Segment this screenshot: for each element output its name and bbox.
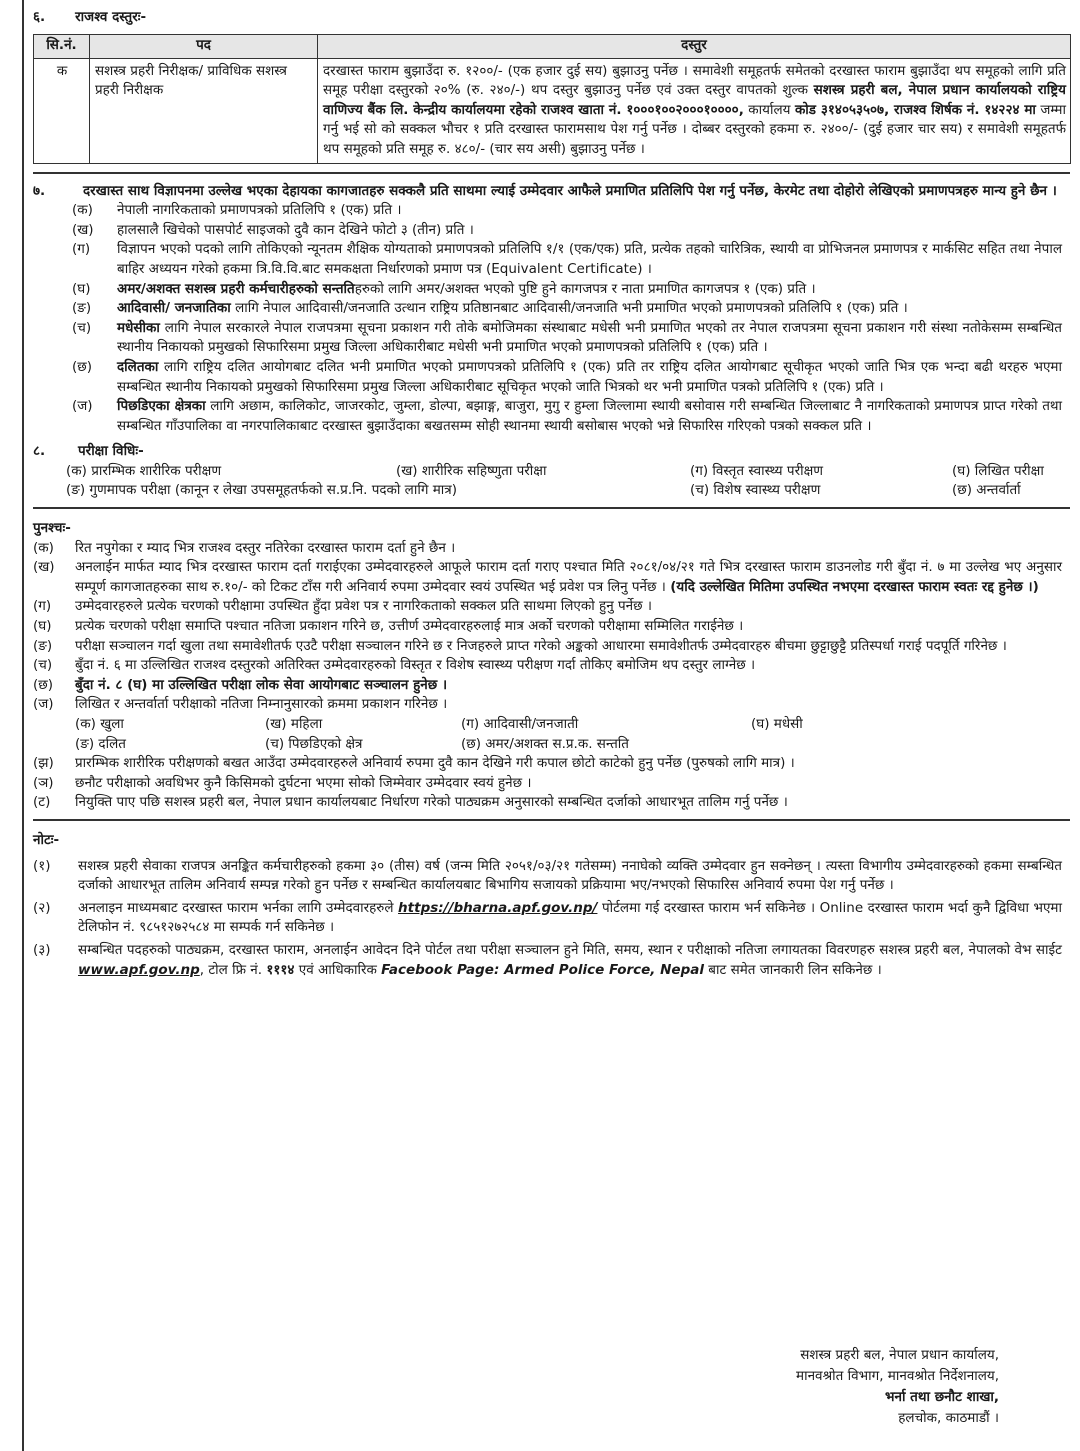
item-rest-text: हालसालै खिचेको पासपोर्ट साइजको दुवै कान देखिने फोटो ३ (तीन) प्रति ।	[117, 221, 474, 238]
item-label: (घ)	[33, 618, 52, 635]
item-plain-text: रित नपुगेका र म्याद भित्र राजश्व दस्तुर नतिरेका दरखास्त फाराम दर्ता हुने छैन ।	[75, 539, 456, 556]
item-label: (छ)	[72, 358, 92, 375]
row-post: सशस्त्र प्रहरी निरीक्षक/ प्राविधिक सशस्त्र प्रहरी निरीक्षक	[90, 58, 318, 163]
item-text	[117, 280, 1066, 300]
list-item	[72, 319, 1066, 358]
list-item	[33, 637, 1066, 657]
section-number: ७.	[33, 182, 46, 199]
notes-list	[33, 857, 1066, 981]
item-bold-text: दलितका	[117, 358, 159, 375]
punascha-list	[33, 539, 1066, 715]
item-text	[75, 656, 1066, 676]
divider	[33, 507, 1070, 509]
item-plain-text: प्रारम्भिक शारीरिक परीक्षणको बखत आउँदा उम्मेदवारहरुले अनिवार्य रुपमा दुवै कान देखिने गरी कपाल छोटो काटेको हुनु पर्नेछ (पुरुषको लागि मात्र) ।	[75, 755, 795, 772]
item-label: (ख)	[33, 559, 55, 576]
list-item	[72, 240, 1066, 279]
item-label: (ज)	[72, 398, 93, 415]
item-text	[75, 617, 1066, 637]
item-bold-text: बुँदा नं. ८ (घ) मा उल्लिखित परीक्षा लोक सेवा आयोगबाट सञ्चालन हुनेछ ।	[75, 676, 448, 693]
exam-method: (ख) शारीरिक सहिष्णुता परीक्षा	[396, 462, 547, 479]
exam-method: (छ) अन्तर्वार्ता	[952, 482, 1021, 499]
note-text	[78, 899, 1066, 938]
section-title: राजश्व दस्तुरः-	[75, 9, 147, 25]
list-item	[33, 793, 1066, 813]
item-label: (ट)	[33, 794, 51, 811]
item-text	[75, 695, 1066, 715]
result-order-item: (छ) अमर/अशक्त स.प्र.क. सन्तति	[461, 735, 629, 752]
item-label: (घ)	[72, 280, 91, 297]
item-text	[75, 539, 1066, 559]
fee-table	[33, 34, 1071, 164]
exam-method: (च) विशेष स्वास्थ्य परीक्षण	[690, 482, 821, 499]
list-item	[33, 539, 1066, 559]
note-text-part: एवं आधिकारिक	[294, 961, 382, 978]
item-text	[117, 358, 1066, 397]
punascha-list-2	[33, 754, 1066, 813]
result-order-item: (ग) आदिवासी/जनजाती	[461, 716, 579, 732]
item-text	[117, 319, 1066, 358]
list-item	[33, 656, 1066, 676]
item-bold-text: मधेसीका	[117, 319, 160, 336]
document-page	[22, 0, 1074, 1451]
result-order-item: (घ) मधेसी	[751, 716, 803, 732]
note-text-part: मा सम्पर्क गर्न सकिनेछ ।	[209, 919, 335, 936]
signature-block	[796, 1345, 999, 1429]
item-label: (च)	[33, 657, 53, 674]
result-order-item: (क) खुला	[75, 716, 124, 732]
col-fee: दस्तुर	[318, 34, 1071, 58]
fee-code-text: कोड ३१४०५३५०७, राजश्व शिर्षक नं. १४२२४ मा	[794, 101, 1036, 118]
list-item	[33, 617, 1066, 637]
signature-line: भर्ना तथा छनौट शाखा,	[885, 1389, 999, 1405]
phone-number: ९८५१२७२५८४	[139, 919, 210, 936]
item-text	[75, 597, 1066, 617]
punascha-heading: पुनश्चः-	[33, 520, 71, 537]
section-number: ८.	[33, 443, 46, 460]
note-label: (३)	[33, 941, 51, 958]
exam-methods-list	[66, 462, 1066, 501]
row-fee	[318, 58, 1071, 163]
signature-line: हलचोक, काठमाडौं ।	[898, 1410, 999, 1426]
item-rest-text: विज्ञापन भएको पदको लागि तोकिएको न्यूनतम शैक्षिक योग्यताको प्रमाणपत्रको प्रतिलिपि १/१ (एक/एक) प्रति, प्रत्येक तहको चारित्रिक, स्थायी वा प्रोभिजनल प्रमाणपत्र र मार्कसिट सहित तथा नेपाल बाहिर अध्ययन गरेको हकमा त्रि.वि.वि.बाट समकक्षता निर्धारणको प्रमाण पत्र (Equivalent Certificate) ।	[117, 241, 1062, 277]
divider	[33, 172, 1070, 174]
item-plain-text: लिखित र अन्तर्वार्ता परीक्षाको नतिजा निम्नानुसारको क्रममा प्रकाशन गरिनेछ ।	[75, 696, 448, 713]
signature-line: सशस्त्र प्रहरी बल, नेपाल प्रधान कार्यालय,	[800, 1347, 999, 1363]
section-7-intro: दरखास्त साथ विज्ञापनमा उल्लेख भएका देहायका कागजातहरु सक्कलै प्रति साथमा ल्याई उम्मेदवार आफैले प्रमाणित प्रतिलिपि पेश गर्नु पर्नेछ, केरमेट तथा दोहोरो लेखिएको प्रमाणपत्रहरु मान्य हुने छैन ।	[83, 182, 1057, 199]
item-label: (ङ)	[72, 300, 92, 317]
section-number: ६.	[33, 9, 46, 25]
item-label: (ग)	[33, 598, 52, 615]
note-label: (१)	[33, 857, 51, 874]
exam-method: (ङ) गुणमापक परीक्षा (कानून र लेखा उपसमूहतर्फको स.प्र.नि. पदको लागि मात्र)	[66, 482, 458, 499]
item-label: (छ)	[33, 676, 53, 693]
row-sn: क	[34, 58, 90, 163]
notes-heading: नोटः-	[33, 831, 60, 848]
list-item	[33, 558, 1066, 597]
item-text	[117, 299, 1066, 319]
result-order-item: (च) पिछडिएको क्षेत्र	[265, 735, 363, 752]
item-text	[117, 221, 1066, 241]
list-item	[33, 597, 1066, 617]
divider	[33, 819, 1070, 821]
note-text	[78, 941, 1066, 980]
section-8-heading	[33, 442, 1066, 462]
fee-text: कार्यालय	[743, 101, 795, 118]
list-item	[72, 201, 1066, 221]
signature-line: मानवश्रोत विभाग, मानवश्रोत निर्देशनालय,	[796, 1368, 999, 1384]
note-text: सशस्त्र प्रहरी सेवाका राजपत्र अनङ्कित कर्मचारीहरुको हकमा ३० (तीस) वर्ष (जन्म मिति २०५१/०३/२१ गतेसम्म) ननाघेको व्यक्ति उम्मेदवार हुन सक्नेछन् । त्यस्ता विभागीय उम्मेदवारहरुको हकमा सम्बन्धित दर्जाको आधारभूत तालिम अनिवार्य सम्पन्न गरेको हुन पर्नेछ र सम्बन्धित कार्यालयबाट बिभागिय सजायको प्रक्रियामा भए/नभएको सिफारिस अनिवार्य रुपमा पेश गर्नु पर्नेछ ।	[78, 857, 1062, 894]
item-label: (क)	[33, 539, 54, 556]
item-label: (ख)	[72, 221, 94, 238]
item-text	[75, 793, 1066, 813]
list-item	[33, 754, 1066, 774]
item-rest-text: हरुको लागि अमर/अशक्त भएको पुष्टि हुने कागजपत्र र नाता प्रमाणित कागजपत्र १ (एक) प्रति ।	[354, 280, 816, 297]
note-1	[33, 857, 1066, 896]
item-bold-text: (यदि उल्लेखित मितिमा उपस्थित नभएमा दरखास्त फाराम स्वतः रद्द हुनेछ ।)	[670, 578, 1039, 595]
section-6-heading	[24, 0, 1074, 34]
item-text	[75, 637, 1066, 657]
note-text-part: पोर्टलमा गई दरखास्त फाराम भर्न सकिनेछ । Online दरखास्त फाराम भर्दा कुनै द्विविधा भएमा टेलिफोन नं.	[78, 899, 1062, 936]
fee-text: दरखास्त फाराम बुझाउँदा रु. १२००/- (एक हजार दुई सय) बुझाउनु पर्नेछ । समावेशी समूहतर्फ समेतको दरखास्त फाराम बुझाउँदा थप समूहको लागि प्रति समूह परीक्षा दस्तुरको २०% (रु. २४०/-) थप दस्तुर बुझाउनु पर्नेछ एवं उक्त दस्तुर वापतको शुल्क	[323, 62, 1066, 99]
col-sn: सि.नं.	[34, 34, 90, 58]
item-text	[117, 201, 1066, 221]
note-text-part: बाट समेत जानकारी लिन सकिनेछ ।	[704, 961, 882, 978]
fee-text: जम्मा गर्नु भई सो को सक्कल भौचर १ प्रति दरखास्त फारामसाथ पेश गर्नु पर्नेछ । दोब्बर दस्तुरको हकमा रु. २४००/- (दुई हजार चार सय) र समावेशी समूहतर्फ थप समूहको प्रति समूह रु. ४८०/- (चार सय असी) बुझाउनु पर्नेछ ।	[323, 101, 1066, 157]
note-text-part: , टोल फ्रि नं.	[199, 961, 267, 978]
fee-table-header	[34, 34, 1071, 58]
note-text-part: अनलाइन माध्यमबाट दरखास्त फाराम भर्नका लागि उम्मेदवारहरुले	[78, 899, 399, 916]
list-item	[33, 676, 1066, 696]
fee-account-text: सशस्त्र प्रहरी बल, नेपाल प्रधान कार्यालयको राष्ट्रिय वाणिज्य बैंक लि. केन्द्रीय कार्यालयमा रहेको राजश्व खाता नं. १०००१००२०००१००००,	[323, 82, 1066, 118]
item-text	[75, 676, 1066, 696]
note-3	[33, 941, 1066, 980]
result-order-list	[75, 715, 1066, 754]
item-plain-text: उम्मेदवारहरुले प्रत्येक चरणको परीक्षामा उपस्थित हुँदा प्रवेश पत्र र नागरिकताको सक्कल प्रति साथमा लिएको हुनु पर्नेछ ।	[75, 598, 653, 615]
portal-link[interactable]: https://bharna.apf.gov.np/	[398, 899, 598, 916]
item-bold-text: आदिवासी/ जनजातिका	[117, 300, 231, 317]
item-plain-text: नियुक्ति पाए पछि सशस्त्र प्रहरी बल, नेपाल प्रधान कार्यालयबाट निर्धारण गरेको पाठ्यक्रम अनुसारको सम्बन्धित दर्जाको आधारभूत तालिम गर्नु पर्नेछ ।	[75, 794, 788, 811]
item-label: (ग)	[72, 241, 91, 258]
item-plain-text: बुँदा नं. ६ मा उल्लिखित राजश्व दस्तुरको अतिरिक्त उम्मेदवारहरुको विस्तृत र विशेष स्वास्थ्य परीक्षण गर्दा तोकिए बमोजिम थप दस्तुर लाग्नेछ ।	[75, 657, 756, 674]
item-text	[75, 774, 1066, 794]
result-order-item: (ङ) दलित	[75, 735, 126, 752]
toll-free-number: १११४	[266, 961, 295, 978]
result-order-item	[751, 735, 951, 755]
item-rest-text: नेपाली नागरिकताको प्रमाणपत्रको प्रतिलिपि १ (एक) प्रति ।	[117, 202, 402, 219]
list-item	[72, 221, 1066, 241]
item-rest-text: लागि राष्ट्रिय दलित आयोगबाट दलित भनी प्रमाणित भएको प्रमाणपत्रको प्रतिलिपि १ (एक) प्रति तर राष्ट्रिय दलित आयोगबाट सूचीकृत भएको जाति भित्र एक भन्दा बढी थरहरु भएमा सम्बन्धित स्थानीय निकायको प्रमुखको सिफारिसमा प्रमुख जिल्ला अधिकारीबाट सूचिकृत भएको जाति भित्रको थर भनी प्रमाणित पत्रको प्रतिलिपि १ (एक) प्रति ।	[117, 358, 1062, 395]
col-post: पद	[90, 34, 318, 58]
item-label: (ङ)	[33, 637, 53, 654]
item-plain-text: प्रत्येक चरणको परीक्षा समाप्ति पश्चात नतिजा प्रकाशन गरिने छ, उत्तीर्ण उम्मेदवारहरुलाई मात्र अर्को चरणको परीक्षामा सम्मिलित गराईनेछ ।	[75, 618, 744, 635]
list-item	[72, 299, 1066, 319]
facebook-page: Facebook Page: Armed Police Force, Nepal	[381, 961, 704, 978]
website-link[interactable]: www.apf.gov.np	[78, 961, 200, 978]
note-2	[33, 899, 1066, 938]
list-item	[33, 774, 1066, 794]
item-plain-text: परीक्षा सञ्चालन गर्दा खुला तथा समावेशीतर्फ एउटै परीक्षा सञ्चालन गरिने छ र निजहरुले प्राप्त गरेको अङ्कको आधारमा समावेशीतर्फ उम्मेदवारहरु बीचमा छुट्टाछुट्टै प्रतिस्पर्धा गराई पदपूर्ति गरिनेछ ।	[75, 637, 1007, 654]
item-label: (ञ)	[33, 774, 54, 791]
item-rest-text: लागि अछाम, कालिकोट, जाजरकोट, जुम्ला, डोल्पा, बझाङ्ग, बाजुरा, मुगु र हुम्ला जिल्लामा स्थायी बसोवास गरी सम्बन्धित जिल्लाबाट नै नागरिकताको प्रमाणपत्र प्राप्त गरेको तथा सम्बन्धित गाँउपालिका वा नगरपालिकाबाट दरखास्त बुझाउँदाका बखतसम्म सोही स्थानमा स्थायी बसोबास भएको भन्ने सिफारिस गरिएको पत्रको सक्कल प्रति ।	[117, 398, 1063, 434]
item-rest-text: लागि नेपाल आदिवासी/जनजाति उत्थान राष्ट्रिय प्रतिष्ठानबाट आदिवासी/जनजाति भनी प्रमाणित भएको प्रमाणपत्रको प्रतिलिपि १ (एक) प्रति ।	[230, 300, 908, 317]
item-bold-text: अमर/अशक्त सशस्त्र प्रहरी कर्मचारीहरुको सन्तति	[117, 280, 355, 297]
note-text-part: सम्बन्धित पदहरुको पाठ्यक्रम, दरखास्त फाराम, अनलाईन आवेदन दिने पोर्टल तथा परीक्षा सञ्चालन हुने मिति, समय, स्थान र परीक्षाको नतिजा लगायतका विवरणहरु सशस्त्र प्रहरी बल, नेपालको वेभ साईट	[78, 941, 1062, 958]
table-row	[34, 58, 1071, 163]
item-text	[117, 240, 1066, 279]
item-plain-text: छनौट परीक्षाको अवधिभर कुनै किसिमको दुर्घटना भएमा सोको जिम्मेवार उम्मेदवार स्वयं हुनेछ ।	[75, 774, 532, 791]
item-rest-text: लागि नेपाल सरकारले नेपाल राजपत्रमा सूचना प्रकाशन गरी तोके बमोजिमका संस्थाबाट मधेसी भनी प्रमाणित भएको तर नेपाल राजपत्रमा सूचना प्रकाशन गरी संस्था नतोकेसम्म सम्बन्धित स्थानीय निकायको प्रमुखको सिफारिसमा प्रमुख जिल्ला अधिकारीबाट मधेसी भनी प्रमाणित भएको प्रमाणपत्रको प्रतिलिपि १ (एक) प्रति ।	[117, 319, 1062, 356]
section-title: परीक्षा विधिः-	[78, 443, 144, 460]
exam-method: (क) प्रारम्भिक शारीरिक परीक्षण	[66, 462, 222, 479]
item-plain-text: अनलाईन मार्फत म्याद भित्र दरखास्त फाराम दर्ता गराईएका उम्मेदवारहरुले आफूले फाराम दर्ता गराए पश्चात मिति २०८१/०४/२१ गते भित्र दरखास्त फाराम डाउनलोड गरी बुँदा नं. ७ मा उल्लेख भए अनुसार सम्पूर्ण कागजातहरुका साथ रु.१०/- को टिकट टाँस गरी अनिवार्य रुपमा उम्मेदवार स्वयं उपस्थित भई प्रवेश पत्र लिनु पर्नेछ ।	[75, 559, 1062, 595]
list-item	[72, 280, 1066, 300]
item-bold-text: पिछडिएका क्षेत्रका	[117, 398, 206, 415]
section-7-heading	[33, 182, 1066, 202]
note-label: (२)	[33, 899, 51, 916]
item-text	[75, 558, 1066, 597]
exam-method: (ग) विस्तृत स्वास्थ्य परीक्षण	[690, 462, 824, 479]
item-label: (च)	[72, 319, 92, 336]
list-item	[72, 397, 1066, 436]
item-text	[117, 397, 1066, 436]
list-item	[72, 358, 1066, 397]
exam-method: (घ) लिखित परीक्षा	[952, 462, 1044, 479]
item-label: (ज)	[33, 696, 54, 713]
list-item	[33, 695, 1066, 715]
item-label: (क)	[72, 202, 93, 219]
item-label: (झ)	[33, 755, 54, 772]
section-7-list	[72, 201, 1066, 436]
item-text	[75, 754, 1066, 774]
result-order-item: (ख) महिला	[265, 716, 323, 732]
